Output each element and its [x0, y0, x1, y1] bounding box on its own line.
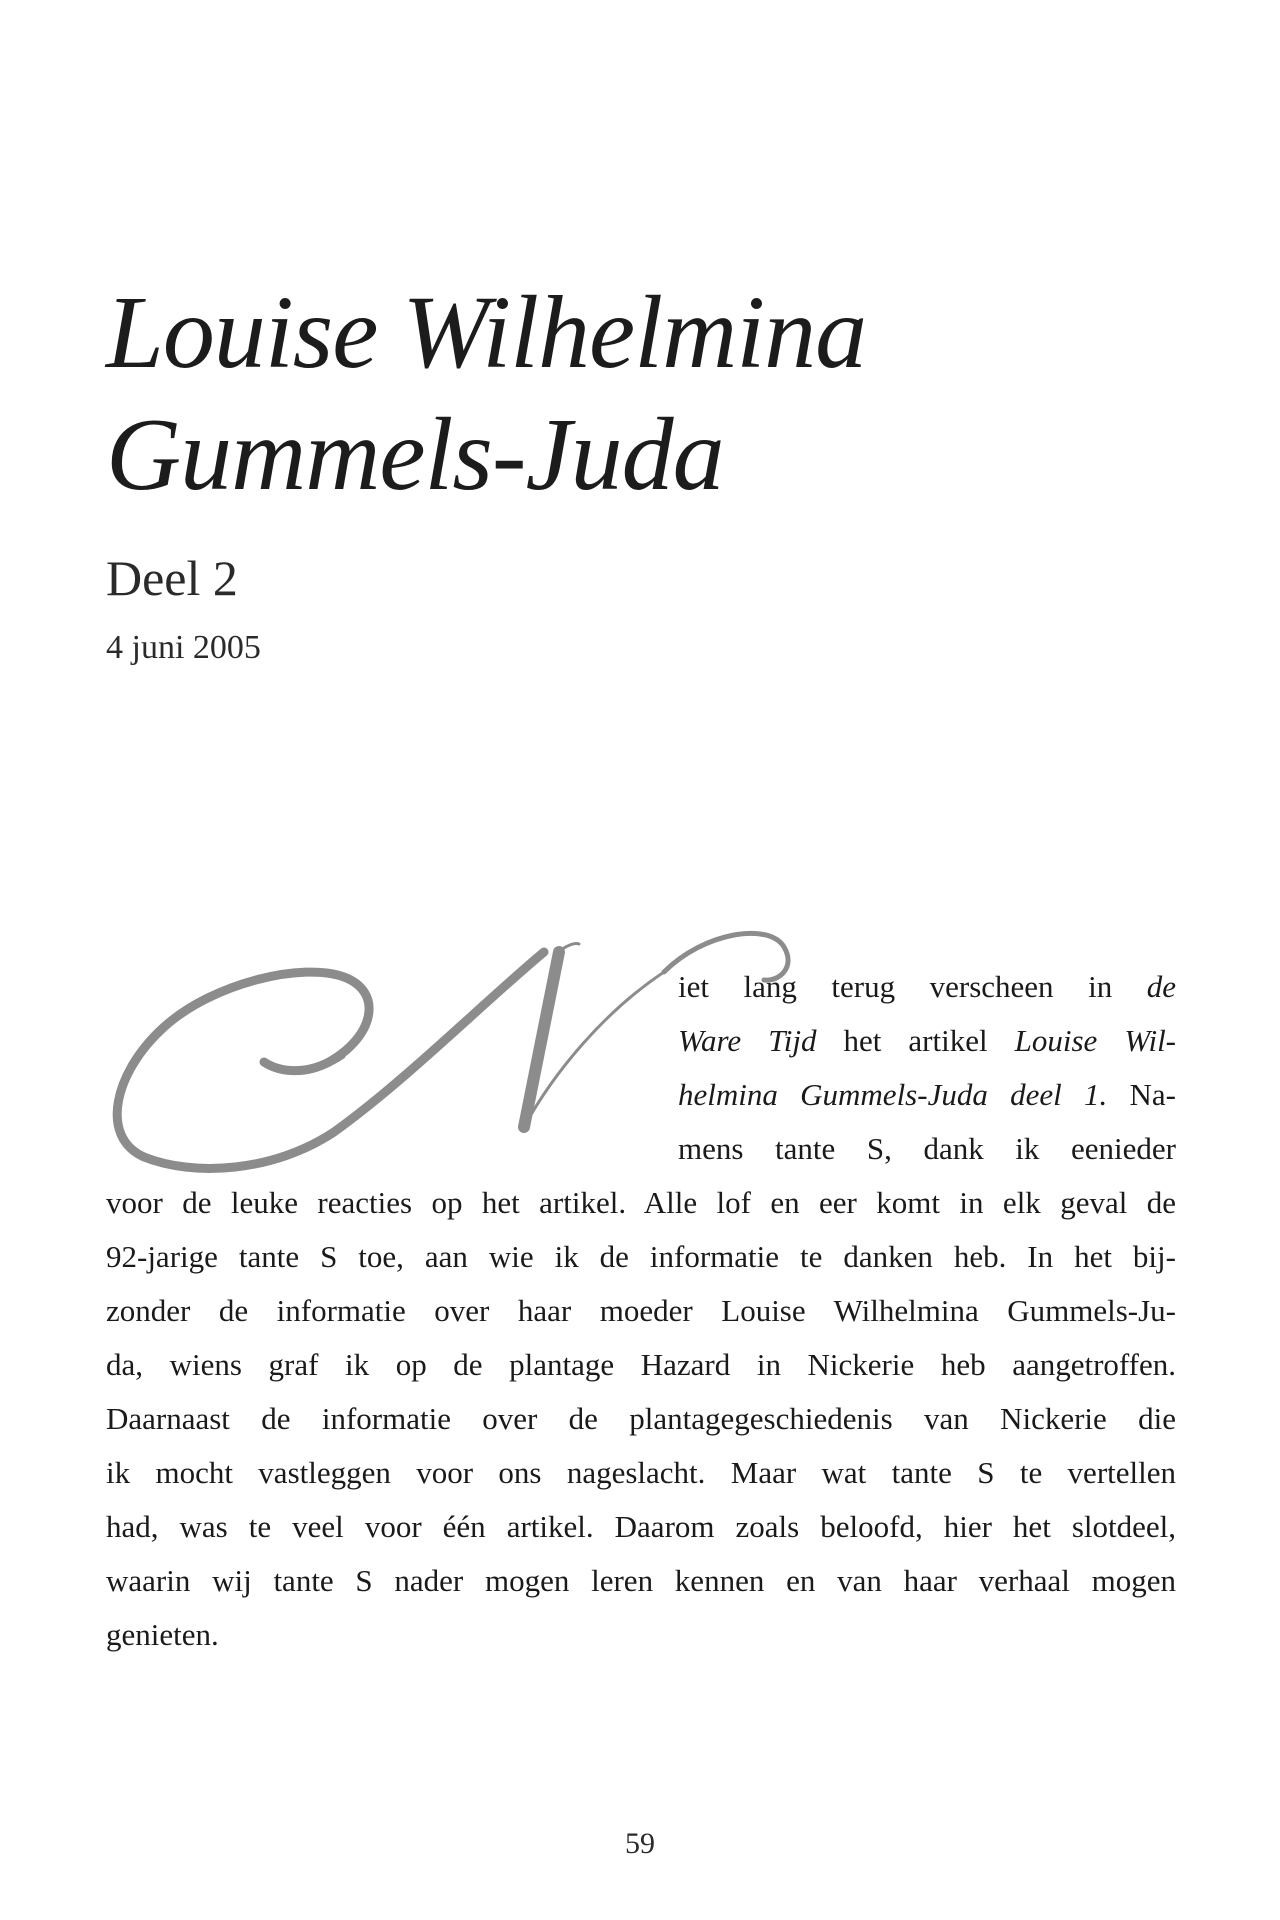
body-line: voor de leuke reacties op het artikel. Alle lof en eer komt in elk geval de [106, 1185, 1176, 1220]
dropcap-indented-lines [678, 960, 1176, 1176]
body-line: Ware Tijd het artikel Louise Wil- [678, 1023, 1177, 1058]
publication-date: 4 juni 2005 [106, 629, 261, 666]
page-number: 59 [625, 1827, 655, 1860]
body-line: zonder de informatie over haar moeder Louise Wilhelmina Gummels-Ju- [106, 1293, 1176, 1328]
title-line-2: Gummels-Juda [106, 397, 724, 512]
body-line: had, was te veel voor één artikel. Daarom zoals beloofd, hier het slotdeel, [106, 1509, 1176, 1544]
body-line: ik mocht vastleggen voor ons nageslacht. Maar wat tante S te vertellen [106, 1455, 1176, 1490]
title-line-1: Louise Wilhelmina [106, 275, 867, 390]
body-line: 92-jarige tante S toe, aan wie ik de informatie te danken heb. In het bij- [106, 1239, 1176, 1274]
body-line: iet lang terug verscheen in de [678, 969, 1176, 1004]
article-title [106, 272, 1106, 516]
article-body [106, 960, 1176, 1662]
body-line: helmina Gummels-Juda deel 1. Na- [678, 1077, 1176, 1112]
part-label: Deel 2 [106, 550, 238, 606]
body-line: Daarnaast de informatie over de plantagegeschiedenis van Nickerie die [106, 1401, 1176, 1436]
full-width-lines [106, 1176, 1176, 1662]
body-line: mens tante S, dank ik eenieder [678, 1131, 1176, 1166]
body-line: genieten. [106, 1617, 219, 1652]
body-line: waarin wij tante S nader mogen leren kennen en van haar verhaal mogen [106, 1563, 1176, 1598]
body-line: da, wiens graf ik op de plantage Hazard in Nickerie heb aangetroffen. [106, 1347, 1176, 1382]
